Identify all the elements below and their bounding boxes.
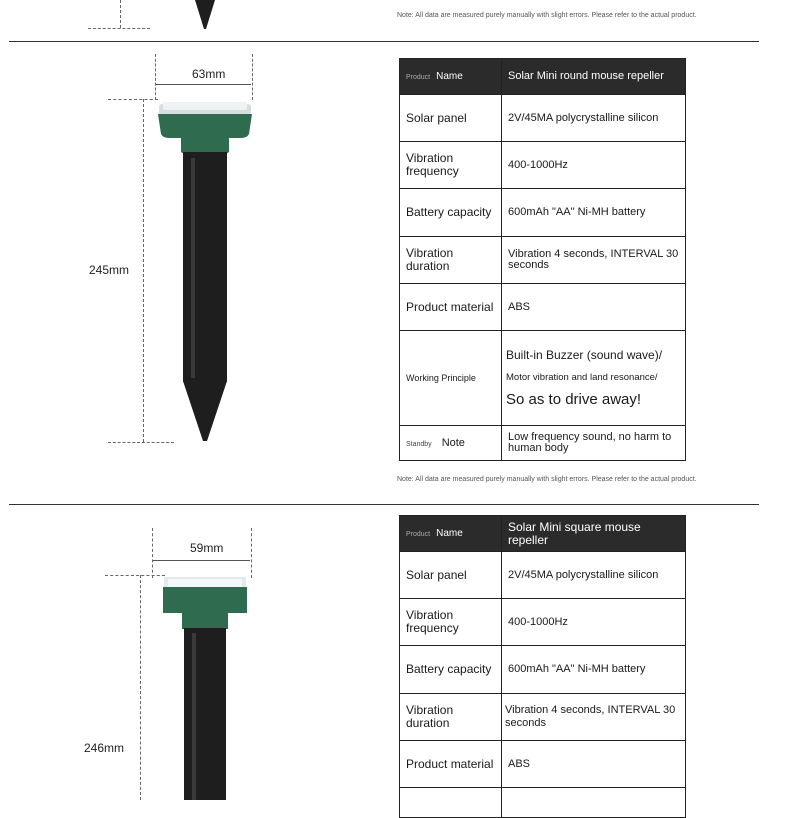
product-material-label: Product material [400, 284, 502, 331]
solar-panel-value-2: 2V/45MA polycrystalline silicon [502, 552, 686, 599]
battery-capacity-value: 600mAh "AA" Ni-MH battery [502, 189, 686, 237]
height-dimension-2: 246mm [84, 741, 125, 755]
round-repeller-spec-table [399, 58, 686, 461]
height-dim-top-2 [105, 575, 165, 576]
cut-off-label-cell [400, 788, 502, 818]
solar-panel-label: Solar panel [400, 95, 502, 142]
working-principle-label: Working Principle [400, 331, 502, 426]
measurement-note: Note: All data are measured purely manually with slight errors. Please refer to the actual product. [397, 12, 697, 19]
solar-panel-value: 2V/45MA polycrystalline silicon [502, 95, 686, 142]
width-dimension-2: 59mm [190, 541, 224, 555]
vibration-duration-value: Vibration 4 seconds, INTERVAL 30 seconds [502, 237, 686, 284]
working-principle-value [502, 331, 686, 426]
battery-capacity-value-2: 600mAh "AA" Ni-MH battery [502, 646, 686, 694]
vibration-duration-label-2: Vibration duration [400, 694, 502, 741]
principle-line-2: Motor vibration and land resonance/ [506, 372, 658, 383]
width-dim-arrow-2 [153, 560, 250, 561]
height-dim-line [143, 99, 144, 442]
vibration-frequency-value-2: 400-1000Hz [502, 599, 686, 646]
principle-line-1: Built-in Buzzer (sound wave)/ [506, 348, 663, 362]
cut-off-value-cell [502, 788, 686, 818]
principle-line-3: So as to drive away! [506, 391, 642, 408]
top-stake-tip [192, 0, 218, 32]
product-material-value: ABS [502, 284, 686, 331]
height-dim-top [108, 99, 158, 100]
vibration-duration-label: Vibration duration [400, 237, 502, 284]
width-dimension: 63mm [192, 67, 226, 81]
top-dimension-line [120, 0, 121, 28]
measurement-note-2: Note: All data are measured purely manually with slight errors. Please refer to the actual product. [397, 476, 697, 483]
battery-capacity-label-2: Battery capacity [400, 646, 502, 694]
note-value: Low frequency sound, no harm to human body [502, 426, 686, 461]
square-repeller-image [160, 575, 250, 800]
note-label: Note [441, 436, 465, 449]
section-divider-2 [9, 504, 759, 505]
header-tag: Product [406, 74, 431, 81]
width-dim-right [252, 54, 253, 100]
vibration-frequency-label-2: Vibration frequency [400, 599, 502, 646]
width-dim-right-2 [251, 528, 252, 578]
width-dim-left [155, 54, 156, 100]
header-label-2: Name [436, 528, 463, 539]
header-label-cell-2 [400, 516, 502, 552]
header-label: Name [436, 71, 463, 82]
square-repeller-spec-table [399, 515, 686, 818]
width-dim-left-2 [152, 528, 153, 578]
solar-panel-label-2: Solar panel [400, 552, 502, 599]
note-tag: Standby [406, 440, 432, 448]
product-material-value-2: ABS [502, 741, 686, 788]
top-dimension-base [88, 28, 150, 29]
height-dim-line-2 [140, 575, 141, 800]
note-label-cell [400, 426, 502, 461]
vibration-duration-value-2: Vibration 4 seconds, INTERVAL 30 seconds [502, 694, 686, 741]
round-repeller-image [155, 98, 255, 444]
product-material-label-2: Product material [400, 741, 502, 788]
height-dimension: 245mm [89, 263, 130, 277]
width-dim-arrow [156, 84, 251, 85]
header-tag-2: Product [406, 531, 431, 538]
vibration-frequency-value: 400-1000Hz [502, 142, 686, 189]
vibration-frequency-label: Vibration frequency [400, 142, 502, 189]
header-value-2: Solar Mini square mouse repeller [502, 516, 686, 552]
section-divider [9, 41, 759, 42]
header-label-cell [400, 59, 502, 95]
header-value: Solar Mini round mouse repeller [502, 59, 686, 95]
battery-capacity-label: Battery capacity [400, 189, 502, 237]
